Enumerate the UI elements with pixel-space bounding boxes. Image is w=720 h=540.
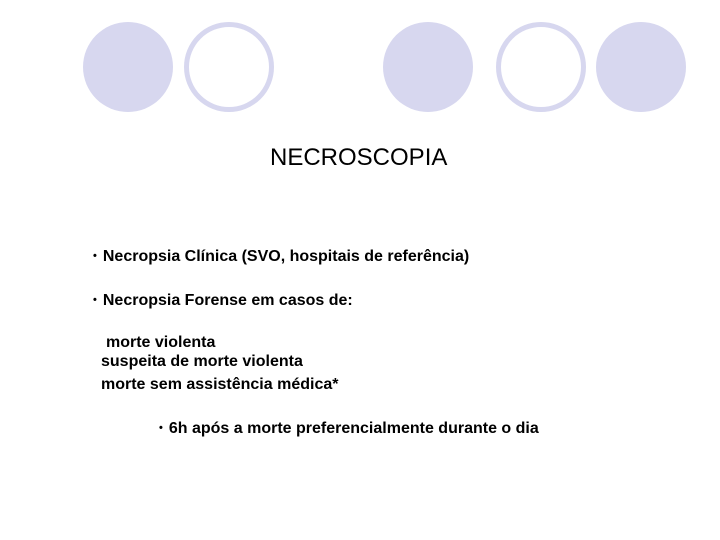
bullet-item <box>93 246 469 267</box>
decorative-circle-filled <box>596 22 686 112</box>
sub-item: morte violenta <box>106 334 216 351</box>
decorative-circle-outline <box>496 22 586 112</box>
decorative-circle-outline <box>184 22 274 112</box>
bullet-glyph: • <box>159 422 163 434</box>
sub-item: suspeita de morte violenta <box>101 353 303 370</box>
bullet-text: Necropsia Forense em casos de: <box>102 292 353 309</box>
bullet-text: Necropsia Clínica (SVO, hospitais de referência) <box>102 248 470 265</box>
sub-item: morte sem assistência médica* <box>101 376 339 393</box>
note-item <box>159 418 539 439</box>
note-text: 6h após a morte preferencialmente durante o dia <box>168 420 539 437</box>
bullet-glyph: • <box>93 250 97 262</box>
bullet-glyph: • <box>93 294 97 306</box>
slide-title: NECROSCOPIA <box>270 144 448 171</box>
decorative-circle-filled <box>83 22 173 112</box>
bullet-item <box>93 290 353 311</box>
decorative-circle-filled <box>383 22 473 112</box>
